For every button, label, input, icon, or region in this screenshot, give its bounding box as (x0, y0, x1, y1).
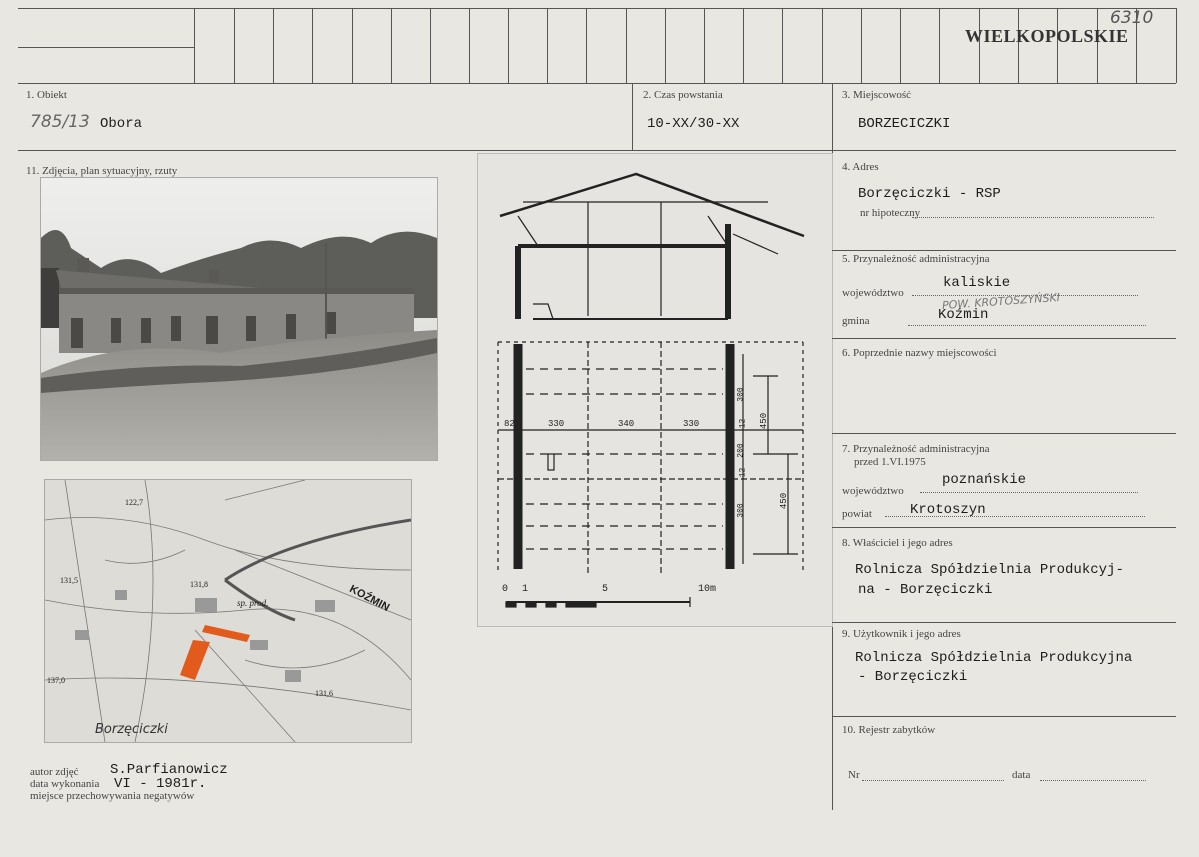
map-height-3: 131,6 (315, 689, 333, 698)
przed-powiat-label: powiat (842, 508, 872, 520)
header-grid-line (586, 8, 587, 83)
woj-value: kaliskie (943, 275, 1011, 291)
rejestr-data-line (1040, 780, 1146, 781)
hipoteczny-line (912, 217, 1154, 218)
card-number: 6310 (1110, 8, 1154, 28)
przed-woj-line (920, 492, 1138, 493)
miejsce-label: miejsce przechowywania negatywów (30, 790, 195, 802)
header-grid-line (391, 8, 392, 83)
header-grid-line (704, 8, 705, 83)
region-title: WIELKOPOLSKIE (965, 26, 1129, 46)
miejscowosc-label: 3. Miejscowość (842, 89, 912, 101)
col-divider-1 (632, 83, 633, 150)
wlasciciel-label: 8. Właściciel i jego adres (842, 537, 953, 549)
woj-label: województwo (842, 287, 904, 299)
gmina-value: Koźmin (938, 307, 989, 323)
header-grid-line (900, 8, 901, 83)
plan-dim-r2: 300 (736, 387, 746, 402)
plan-dim-1: 330 (548, 419, 565, 429)
poprzednie-label: 6. Poprzednie nazwy miejscowości (842, 347, 997, 359)
przynaleznosc-label: 5. Przynależność administracyjna (842, 253, 990, 265)
przed-label: 7. Przynależność administracyjna (842, 443, 990, 455)
gmina-label: gmina (842, 315, 870, 327)
photos-label: 11. Zdjęcia, plan sytuacyjny, rzuty (26, 165, 178, 177)
plan-dim-3: 330 (683, 419, 700, 429)
scale-0: 0 (502, 584, 509, 595)
miejscowosc-value: BORZECICZKI (858, 116, 951, 132)
plan-dim-r5: 12 (738, 467, 748, 478)
header-grid-line (939, 8, 940, 83)
rule-8 (832, 622, 1176, 623)
header-top-rule (18, 8, 1176, 9)
przed-woj-value: poznańskie (942, 472, 1027, 488)
floor-plan-drawing (478, 154, 832, 626)
plan-dim-left: 82 (504, 419, 515, 429)
wlasciciel-line1: Rolnicza Spółdzielnia Produkcyj- (855, 562, 1124, 578)
przed-date-label: przed 1.VI.1975 (854, 456, 926, 468)
scale-5: 5 (602, 584, 609, 595)
header-grid-line (469, 8, 470, 83)
floor-plan (477, 153, 833, 627)
rejestr-nr-line (862, 780, 1004, 781)
header-grid-line (1176, 8, 1177, 83)
header-grid-line (430, 8, 431, 83)
powiat-note: POW. KROTOSZYŃSKI (941, 290, 1061, 313)
header-grid-line (273, 8, 274, 83)
row1-rule (18, 150, 1176, 151)
header-grid-line (547, 8, 548, 83)
plan-dim-2: 340 (618, 419, 635, 429)
header-grid-line (743, 8, 744, 83)
rejestr-data-label: data (1012, 769, 1031, 781)
uzytkownik-line1: Rolnicza Spółdzielnia Produkcyjna (855, 650, 1133, 666)
header-grid-line (234, 8, 235, 83)
map-prod-label: sp. prod. (237, 598, 269, 608)
header-grid-line (194, 8, 195, 83)
uzytkownik-line2: - Borzęciczki (858, 669, 968, 685)
header-grid-line (861, 8, 862, 83)
obiekt-value: Obora (100, 116, 143, 132)
site-map (44, 479, 412, 743)
rule-6 (832, 433, 1176, 434)
wlasciciel-line2: na - Borzęciczki (858, 582, 993, 598)
map-height-5: 131,5 (60, 576, 78, 585)
header-grid-line (352, 8, 353, 83)
map-height-2: 137,0 (47, 676, 65, 685)
rule-9 (832, 716, 1176, 717)
header-rule (18, 83, 1176, 84)
przed-powiat-value: Krotoszyn (910, 502, 986, 518)
adres-label: 4. Adres (842, 161, 879, 173)
header-grid-line (508, 8, 509, 83)
rule-4 (832, 250, 1176, 251)
rule-5 (832, 338, 1176, 339)
gmina-line (908, 325, 1146, 326)
barn-photo (40, 177, 438, 461)
uzytkownik-label: 9. Użytkownik i jego adres (842, 628, 961, 640)
map-height-1: 131,8 (190, 580, 208, 589)
site-map-image (45, 480, 411, 742)
header-grid-line (782, 8, 783, 83)
barn-photo-image (41, 178, 437, 460)
obiekt-label: 1. Obiekt (26, 89, 67, 101)
plan-dim-r6: 300 (736, 503, 746, 518)
czas-label: 2. Czas powstania (643, 89, 723, 101)
scale-1: 1 (522, 584, 529, 595)
autor-value: S.Parfianowicz (110, 762, 228, 778)
plan-dim-r3: 12 (738, 418, 748, 429)
header-grid-line (665, 8, 666, 83)
header-grid-line (822, 8, 823, 83)
autor-label: autor zdjęć (30, 766, 79, 778)
rule-7 (832, 527, 1176, 528)
map-place-label: Borzęciczki (95, 722, 168, 737)
rejestr-nr-label: Nr (848, 769, 860, 781)
map-town-label: KOŹMIN (347, 583, 392, 614)
hipoteczny-label: nr hipoteczny (860, 207, 921, 219)
header-grid-line (312, 8, 313, 83)
przed-woj-label: województwo (842, 485, 904, 497)
scale-10: 10m (698, 584, 717, 595)
inventory-number: 785/13 (30, 112, 90, 132)
czas-value: 10-XX/30-XX (647, 116, 740, 132)
rejestr-label: 10. Rejestr zabytków (842, 724, 936, 736)
top-rule (18, 47, 194, 48)
data-value: VI - 1981r. (114, 776, 207, 792)
header-grid-line (626, 8, 627, 83)
map-height-4: 122,7 (125, 498, 143, 507)
plan-dim-r1: 450 (759, 412, 770, 430)
plan-dim-r7: 450 (779, 492, 790, 510)
data-label: data wykonania (30, 778, 100, 790)
przed-powiat-line (885, 516, 1145, 517)
plan-dim-r4: 200 (736, 443, 746, 458)
adres-value: Borzęciczki - RSP (858, 186, 1001, 202)
